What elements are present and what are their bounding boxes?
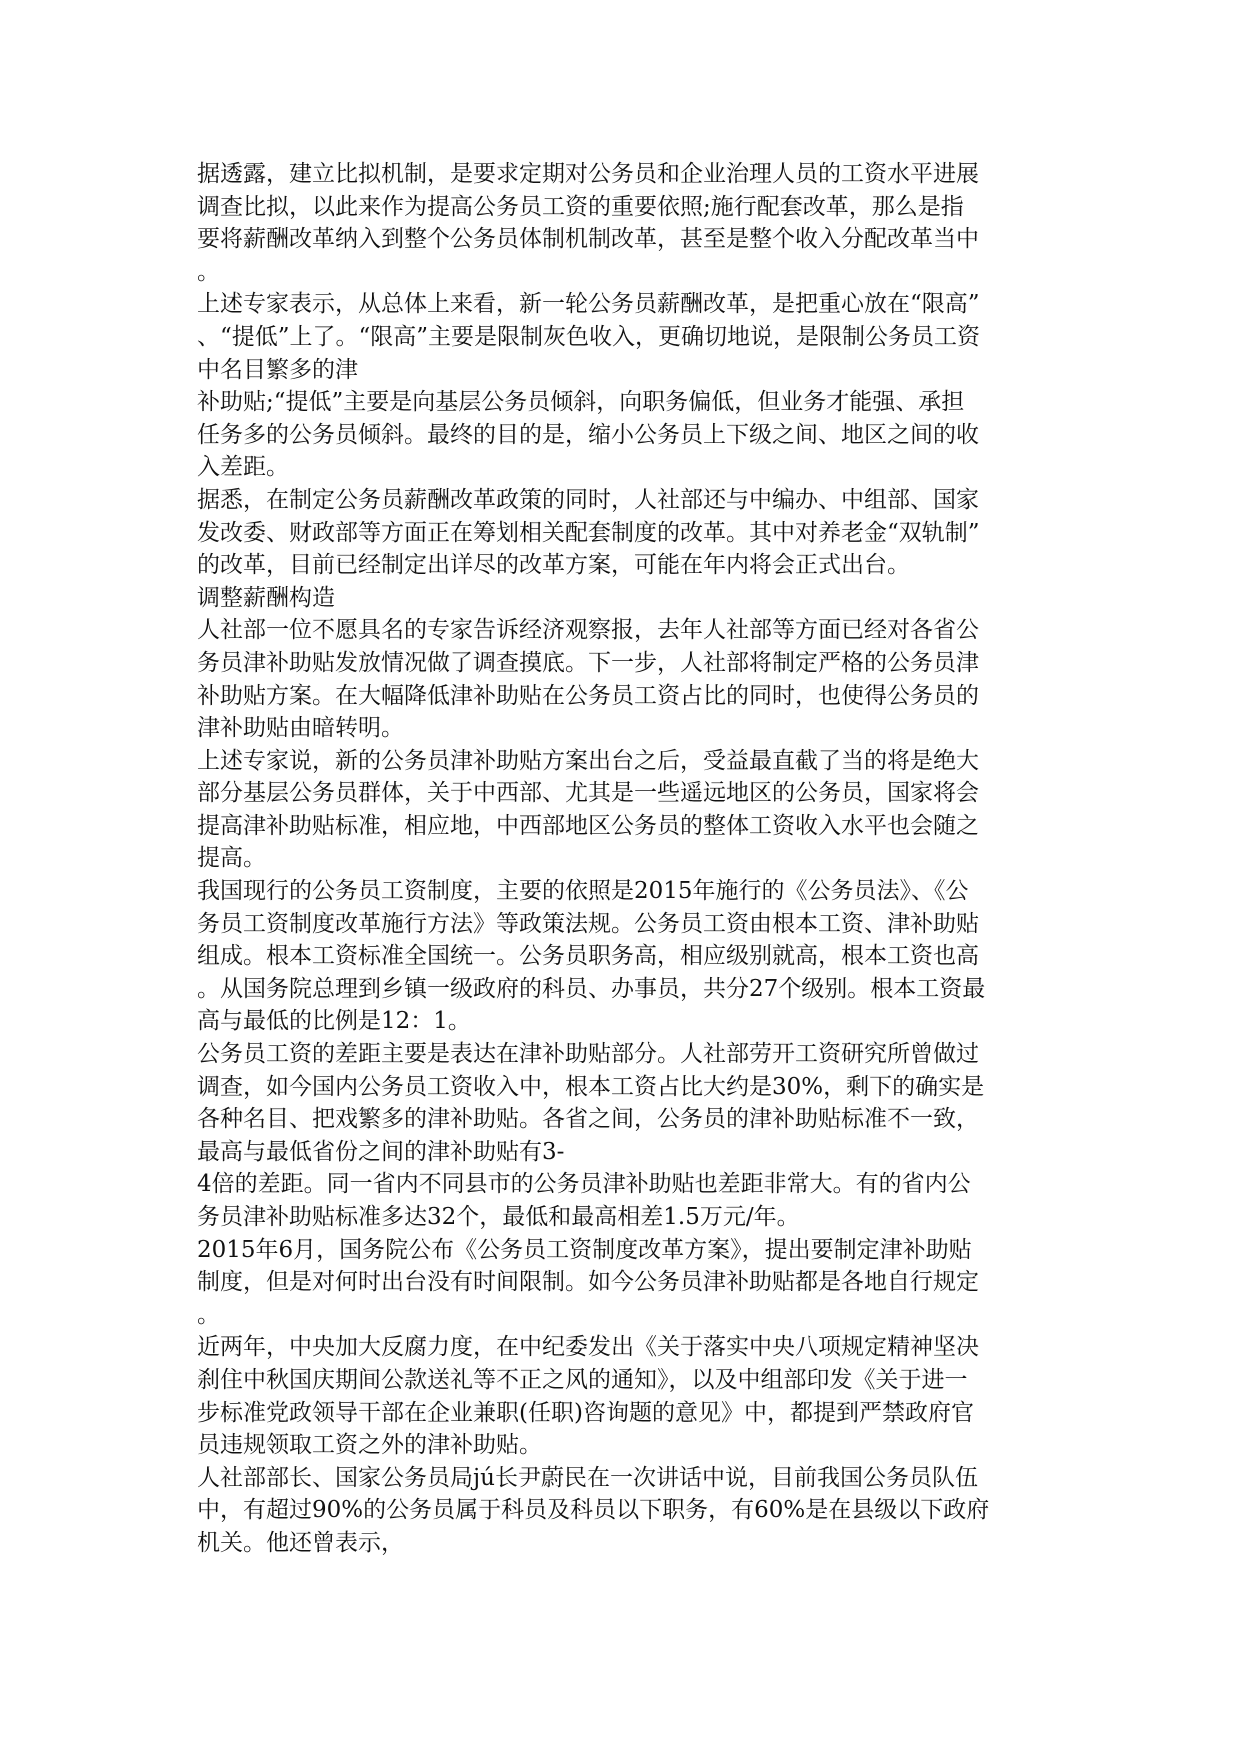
- text-line: 的改革，目前已经制定出详尽的改革方案，可能在年内将会正式出台。: [197, 552, 910, 579]
- text-line: 人社部一位不愿具名的专家告诉经济观察报，去年人社部等方面已经对各省公: [197, 617, 979, 644]
- text-line: 要将薪酬改革纳入到整个公务员体制机制改革，甚至是整个收入分配改革当中: [197, 226, 979, 253]
- text-line: 调查比拟，以此来作为提高公务员工资的重要依照;施行配套改革，那么是指: [197, 193, 964, 220]
- text-line: 调查，如今国内公务员工资收入中，根本工资占比大约是30%，剩下的确实是: [197, 1073, 985, 1100]
- text-line: 提高。: [197, 845, 266, 872]
- text-line: 调整薪酬构造: [197, 584, 335, 611]
- text-line: 我国现行的公务员工资制度，主要的依照是2015年施行的《公务员法》、《公: [197, 878, 969, 905]
- text-line: 任务多的公务员倾斜。最终的目的是，缩小公务员上下级之间、地区之间的收: [197, 421, 979, 448]
- text-line: 最高与最低省份之间的津补助贴有3-: [197, 1138, 565, 1165]
- text-line: 务员津补助贴标准多达32个，最低和最高相差1.5万元/年。: [197, 1204, 800, 1230]
- text-line: 务员津补助贴发放情况做了调查摸底。下一步，人社部将制定严格的公务员津: [197, 649, 979, 676]
- text-line: 中名目繁多的津: [197, 356, 358, 383]
- text-line: 中，有超过90%的公务员属于科员及科员以下职务，有60%是在县级以下政府: [197, 1497, 990, 1524]
- text-line: 制度，但是对何时出台没有时间限制。如今公务员津补助贴都是各地自行规定: [197, 1269, 979, 1296]
- text-line: 津补助贴由暗转明。: [197, 715, 404, 742]
- text-line: 公务员工资的差距主要是表达在津补助贴部分。人社部劳开工资研究所曾做过: [197, 1041, 979, 1068]
- text-line: 上述专家说，新的公务员津补助贴方案出台之后，受益最直截了当的将是绝大: [197, 747, 979, 774]
- text-line: 人社部部长、国家公务员局jú长尹蔚民在一次讲话中说，目前我国公务员队伍: [197, 1464, 978, 1491]
- text-line: 提高津补助贴标准，相应地，中西部地区公务员的整体工资收入水平也会随之: [197, 812, 979, 839]
- document-page: [197, 158, 1047, 1560]
- text-line: 、“提低”上了。“限高”主要是限制灰色收入，更确切地说，是限制公务员工资: [197, 323, 981, 350]
- text-line: 刹住中秋国庆期间公款送礼等不正之风的通知》，以及中组部印发《关于进一: [197, 1366, 968, 1393]
- text-line: 步标准党政领导干部在企业兼职(任职)咨询题的意见》中，都提到严禁政府官: [197, 1399, 974, 1426]
- text-line: 。: [197, 258, 220, 285]
- text-line: 员违规领取工资之外的津补助贴。: [197, 1432, 542, 1459]
- text-line: 。从国务院总理到乡镇一级政府的科员、办事员，共分27个级别。根本工资最: [197, 975, 986, 1002]
- text-line: 2015年6月，国务院公布《公务员工资制度改革方案》，提出要制定津补助贴: [197, 1236, 972, 1263]
- text-line: 补助贴方案。在大幅降低津补助贴在公务员工资占比的同时，也使得公务员的: [197, 682, 979, 709]
- text-line: 入差距。: [197, 454, 289, 481]
- text-line: 据悉，在制定公务员薪酬改革政策的同时，人社部还与中编办、中组部、国家: [197, 486, 979, 513]
- text-line: 高与最低的比例是12：1。: [197, 1008, 471, 1035]
- text-line: 4倍的差距。同一省内不同县市的公务员津补助贴也差距非常大。有的省内公: [197, 1171, 971, 1198]
- text-line: 近两年，中央加大反腐力度，在中纪委发出《关于落实中央八项规定精神坚决: [197, 1334, 979, 1361]
- text-line: 各种名目、把戏繁多的津补助贴。各省之间，公务员的津补助贴标准不一致，: [197, 1106, 979, 1133]
- text-line: 补助贴;“提低”主要是向基层公务员倾斜，向职务偏低，但业务才能强、承担: [197, 389, 965, 416]
- text-line: 发改委、财政部等方面正在筹划相关配套制度的改革。其中对养老金“双轨制”: [197, 519, 980, 546]
- text-line: 上述专家表示，从总体上来看，新一轮公务员薪酬改革，是把重心放在“限高”: [197, 291, 980, 318]
- text-line: 组成。根本工资标准全国统一。公务员职务高，相应级别就高，根本工资也高: [197, 943, 979, 970]
- text-line: 。: [197, 1301, 220, 1328]
- text-line: 机关。他还曾表示，: [197, 1529, 404, 1556]
- text-line: 据透露，建立比拟机制，是要求定期对公务员和企业治理人员的工资水平进展: [197, 161, 979, 187]
- text-line: 部分基层公务员群体，关于中西部、尤其是一些遥远地区的公务员，国家将会: [197, 780, 979, 807]
- text-line: 务员工资制度改革施行方法》等政策法规。公务员工资由根本工资、津补助贴: [197, 910, 979, 937]
